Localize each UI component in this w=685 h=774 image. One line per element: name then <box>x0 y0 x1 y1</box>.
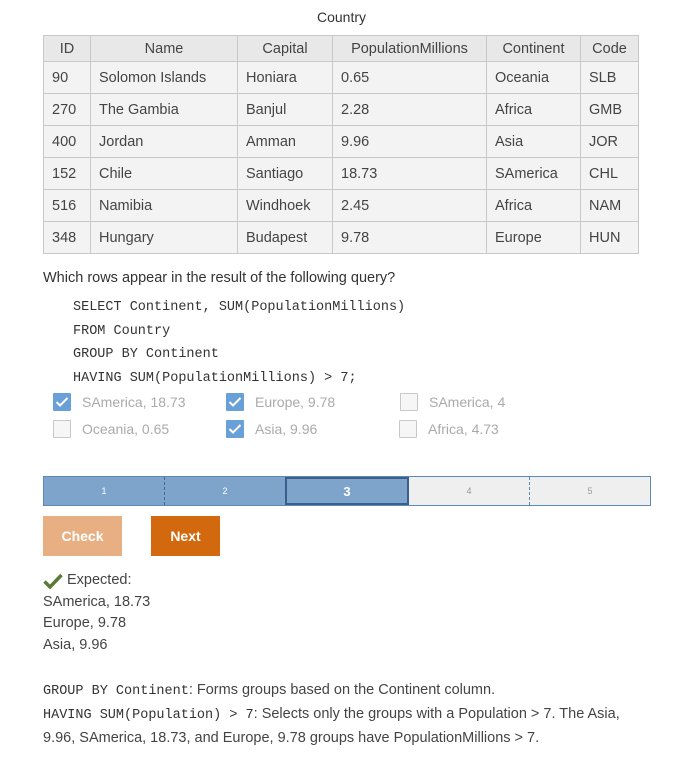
explanation-text: : Forms groups based on the Continent column. <box>188 682 496 698</box>
table-cell: 2.45 <box>333 190 487 222</box>
sql-line: FROM Country <box>73 323 171 339</box>
column-header-population: PopulationMillions <box>333 36 487 62</box>
checkbox[interactable] <box>53 420 71 438</box>
table-cell: JOR <box>581 126 639 158</box>
column-header-name: Name <box>91 36 238 62</box>
checkbox[interactable] <box>53 393 71 411</box>
table-cell: Windhoek <box>238 190 333 222</box>
table-cell: Namibia <box>91 190 238 222</box>
progress-bar <box>43 476 651 506</box>
expected-row: Asia, 9.96 <box>43 637 108 654</box>
table-cell: 90 <box>44 62 91 94</box>
table-cell: Amman <box>238 126 333 158</box>
table-header-row <box>44 36 639 62</box>
table-cell: Asia <box>487 126 581 158</box>
table-cell: Budapest <box>238 222 333 254</box>
checkbox[interactable] <box>399 420 417 438</box>
table-cell: 2.28 <box>333 94 487 126</box>
option-samerica-4[interactable] <box>400 393 505 411</box>
explanation-line-1 <box>43 679 643 703</box>
table-cell: HUN <box>581 222 639 254</box>
question-text: Which rows appear in the result of the following query? <box>43 270 396 286</box>
table-cell: SLB <box>581 62 639 94</box>
progress-step-2[interactable]: 2 <box>165 477 285 505</box>
checkmark-icon <box>43 573 63 589</box>
table-cell: The Gambia <box>91 94 238 126</box>
progress-step-5[interactable]: 5 <box>530 477 650 505</box>
table-caption: Country <box>316 9 367 25</box>
option-oceania-0-65[interactable] <box>53 420 169 438</box>
table-cell: 270 <box>44 94 91 126</box>
table-row <box>44 222 639 254</box>
option-africa-4-73[interactable] <box>399 420 499 438</box>
table-cell: Oceania <box>487 62 581 94</box>
explanation <box>43 679 643 750</box>
option-label: Oceania, 0.65 <box>82 421 170 437</box>
checkbox[interactable] <box>400 393 418 411</box>
option-europe-9-78[interactable] <box>226 393 335 411</box>
explanation-line-2 <box>43 703 643 750</box>
option-label: Europe, 9.78 <box>255 394 336 410</box>
table-cell: GMB <box>581 94 639 126</box>
table-cell: Solomon Islands <box>91 62 238 94</box>
sql-line: HAVING SUM(PopulationMillions) > 7; <box>73 371 357 387</box>
table-cell: CHL <box>581 158 639 190</box>
explanation-text: : Selects only the groups with a Population > 7. The Asia, 9.96, SAmerica, 18.73, and Europe, 9.78 groups have PopulationMillions > 7. <box>43 706 620 746</box>
expected-row: SAmerica, 18.73 <box>43 593 151 610</box>
table-cell: Europe <box>487 222 581 254</box>
table-cell: 0.65 <box>333 62 487 94</box>
option-asia-9-96[interactable] <box>226 420 317 438</box>
table-cell: 516 <box>44 190 91 222</box>
table-cell: 152 <box>44 158 91 190</box>
checkmark-icon <box>55 396 69 408</box>
table-cell: Banjul <box>238 94 333 126</box>
table-row <box>44 190 639 222</box>
table-cell: Chile <box>91 158 238 190</box>
checkmark-icon <box>228 423 242 435</box>
table-row <box>44 126 639 158</box>
option-label: Asia, 9.96 <box>255 421 318 437</box>
table-cell: Africa <box>487 190 581 222</box>
table-cell: 18.73 <box>333 158 487 190</box>
progress-step-3[interactable]: 3 <box>285 477 409 505</box>
country-table <box>43 35 639 254</box>
sql-line: SELECT Continent, SUM(PopulationMillions) <box>73 300 406 315</box>
table-cell: 9.96 <box>333 126 487 158</box>
column-header-code: Code <box>581 36 639 62</box>
table-cell: 400 <box>44 126 91 158</box>
table-cell: Hungary <box>91 222 238 254</box>
table-cell: Santiago <box>238 158 333 190</box>
table-row <box>44 94 639 126</box>
column-header-capital: Capital <box>238 36 333 62</box>
explanation-code: GROUP BY Continent <box>43 684 189 699</box>
check-button[interactable]: Check <box>43 516 122 556</box>
progress-step-1[interactable]: 1 <box>44 477 165 505</box>
table-cell: Jordan <box>91 126 238 158</box>
column-header-continent: Continent <box>487 36 581 62</box>
checkbox[interactable] <box>226 420 244 438</box>
option-label: SAmerica, 18.73 <box>82 394 186 410</box>
progress-step-4[interactable]: 4 <box>409 477 530 505</box>
option-label: Africa, 4.73 <box>428 421 499 437</box>
table-row <box>44 62 639 94</box>
sql-line: GROUP BY Continent <box>73 347 219 363</box>
option-samerica-18-73[interactable] <box>53 393 186 411</box>
expected-label: Expected: <box>67 572 132 588</box>
table-row <box>44 158 639 190</box>
checkmark-icon <box>228 396 242 408</box>
checkbox[interactable] <box>226 393 244 411</box>
sql-query <box>73 296 405 391</box>
table-cell: NAM <box>581 190 639 222</box>
option-label: SAmerica, 4 <box>429 394 506 410</box>
feedback-expected <box>43 570 150 657</box>
next-button[interactable]: Next <box>151 516 220 556</box>
table-cell: 348 <box>44 222 91 254</box>
table-cell: Honiara <box>238 62 333 94</box>
table-cell: 9.78 <box>333 222 487 254</box>
expected-row: Europe, 9.78 <box>43 615 127 632</box>
column-header-id: ID <box>44 36 91 62</box>
table-cell: Africa <box>487 94 581 126</box>
explanation-code: HAVING SUM(Population) > 7 <box>43 708 254 723</box>
table-cell: SAmerica <box>487 158 581 190</box>
